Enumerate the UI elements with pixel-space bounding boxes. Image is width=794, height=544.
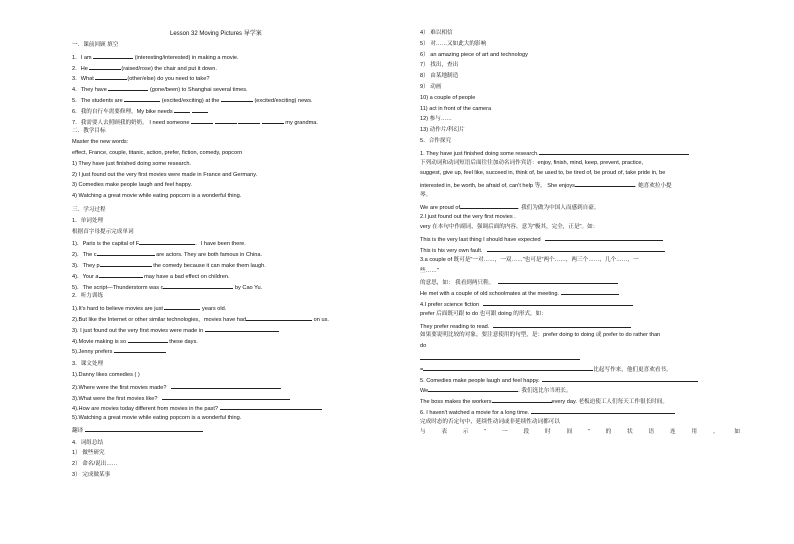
answer-blank[interactable]	[128, 335, 168, 343]
list-item: 8） 由某地制造	[420, 73, 459, 80]
answer-blank[interactable]	[493, 320, 631, 328]
paragraph-line: 2.I just found out the very first movies .	[420, 213, 516, 220]
answer-blank[interactable]	[561, 287, 619, 295]
list-item: 4) Watching a great movie while eating popcorn is a wonderful thing.	[72, 193, 242, 200]
list-item: 2) I just found out the very first movies were made in France and Germany.	[72, 171, 258, 178]
subsection-heading: 1．单词处理	[72, 217, 104, 224]
list-item: 4） 难以相信	[420, 30, 453, 36]
list-item: 1．I am (interesting/interested) in making a movie.	[72, 51, 394, 62]
paragraph-line: This is his very own fault.	[420, 244, 740, 255]
answer-blank[interactable]	[99, 270, 143, 278]
answer-blank[interactable]	[174, 105, 190, 113]
answer-blank[interactable]	[164, 302, 200, 310]
paragraph-line: suggest, give up, feel like, succeed in, think of, be used to, be tired of, be proud of, take pride in, be	[420, 170, 666, 177]
answer-blank[interactable]	[246, 313, 312, 321]
answer-blank[interactable]	[575, 179, 635, 187]
list-item: 3)．They p the comedy because it can make them laugh.	[72, 259, 394, 270]
paragraph-line: interested in, be worth, be afraid of, can't help 等。 She enjoys . 她喜欢拉小提	[420, 179, 740, 190]
paragraph-line: 5. Comedies make people laugh and feel happy.	[420, 374, 740, 385]
list-item: 1).Danny likes comedies ( )	[72, 371, 140, 378]
list-item: 6） an amazing piece of art and technology	[420, 51, 528, 58]
paragraph-line: 完成时态的否定句中，延续性动词或非延续性动词都可以	[420, 418, 560, 425]
paragraph-line: prefer 后面既可跟 to do 也可跟 doing 的形式，如：	[420, 310, 547, 317]
answer-blank[interactable]	[221, 94, 253, 102]
answer-blank[interactable]	[460, 201, 518, 209]
paragraph-line: 与 表 示 “ 一 段 时 间 ” 的 状 语 连 用 。 如	[420, 429, 740, 436]
list-item: 5).Watching a great movie while eating popcorn is a wonderful thing.	[72, 415, 242, 422]
list-item: 2） 命名/说出……	[72, 461, 118, 468]
list-item: 7） 找出，查出	[420, 62, 459, 69]
paragraph-line: He met with a couple of old schoolmates at the meeting.	[420, 287, 740, 298]
list-item: 4)．Your a may have a bad effect on children.	[72, 270, 394, 281]
list-item: 2)．The c are actors. They are both famous in China.	[72, 248, 394, 259]
list-item: 7．我需要人去照顾我的奶奶。 I need someone my grandma.	[72, 116, 394, 127]
answer-blank[interactable]	[492, 395, 552, 403]
list-item: 1） 做些研究	[72, 450, 105, 457]
list-item: 6．我的自行车需要修理。My bike needs	[72, 105, 394, 116]
left-column	[72, 40, 394, 481]
answer-blank[interactable]	[191, 116, 213, 124]
list-item: 4).Movie making is so these days.	[72, 335, 394, 346]
list-item: 3). I just found out the very first movies were made in	[72, 324, 394, 335]
list-item: 13) 动作片/科幻片	[420, 127, 465, 134]
answer-blank[interactable]	[531, 406, 675, 414]
paragraph-line: They prefer reading to read.	[420, 320, 740, 331]
answer-blank[interactable]	[487, 244, 665, 252]
list-item: 5） 对……又如此大的影响	[420, 40, 487, 47]
list-item: 3) Comedies make people laugh and feel happy.	[72, 182, 192, 189]
list-item: 10) a couple of people	[420, 94, 476, 101]
list-item: 4).How are movies today different from movies in the past?	[72, 402, 394, 413]
answer-blank[interactable]	[262, 116, 284, 124]
list-item: effect, France, couple, titanic, action, prefer, fiction, comedy, popcorn	[72, 149, 243, 156]
answer-blank[interactable]	[93, 51, 133, 59]
answer-blank[interactable]	[192, 105, 208, 113]
paragraph-line: This is the very last thing I should have expected	[420, 233, 740, 244]
list-item: 2．He (raised/rose) the chair and put it down.	[72, 62, 394, 73]
paragraph-line: We are proud of . 我们为做为中国人而感到自豪。	[420, 201, 740, 212]
list-item: 翻译	[72, 424, 394, 435]
answer-blank[interactable]	[162, 392, 290, 400]
answer-blank[interactable]	[428, 384, 518, 392]
instruction: 根据首字母提示完成单词	[72, 228, 134, 235]
paragraph-line: 的意思，如： 我看到两只鞋。	[420, 276, 740, 287]
paragraph-line: The boss makes the workers every day. 老板迫使工人们每天工作很长时间。	[420, 395, 740, 406]
list-item: 1) They have just finished doing some research.	[72, 160, 191, 167]
paragraph-line: very 在本句中作副词，强调后面的内容，意为"极其，完全，正是"。如：	[420, 224, 599, 231]
answer-blank[interactable]	[542, 374, 698, 382]
section-2-heading: 二．教学目标	[72, 128, 106, 135]
paragraph-line: We . 我们选比尔当班长。	[420, 384, 740, 395]
list-item: 5).Jenny prefers	[72, 345, 394, 356]
answer-blank[interactable]	[215, 116, 237, 124]
list-item: 5)．The script—Thunderstorm was c by Cao Yu.	[72, 281, 394, 292]
list-item: 5．The students are (excited/exciting) at the (excited/exciting) news.	[72, 94, 394, 105]
subsection-heading: 4．词组总结	[72, 439, 104, 446]
answer-blank[interactable]	[139, 237, 195, 245]
list-item: 1)．Paris is the capital of F ．I have been there.	[72, 237, 394, 248]
answer-blank[interactable]	[114, 345, 166, 353]
paragraph-line	[420, 352, 740, 363]
paragraph-line: 4.I prefer science fiction	[420, 298, 740, 309]
paragraph-line: 下列动词和动词短语后面往往加动名词作宾语：enjoy, finish, mind, keep, prevent, practice,	[420, 159, 644, 166]
list-item: 3．What (other/else) do you need to take?	[72, 72, 394, 83]
list-item: 2).But like the Internet or other similar technologies，movies have had on us.	[72, 313, 394, 324]
answer-blank[interactable]	[97, 248, 155, 256]
paragraph-line: 6. I haven't watched a movie for a long time.	[420, 406, 740, 417]
answer-blank[interactable]	[89, 62, 121, 70]
subsection-heading: 3．课文处理	[72, 361, 104, 368]
answer-blank[interactable]	[100, 259, 152, 267]
answer-blank[interactable]	[108, 83, 148, 91]
paragraph-line: 琴。	[420, 191, 432, 198]
answer-blank[interactable]	[95, 72, 127, 80]
paragraph-line: 3.a couple of 既可是"一对……，一双……"也可是"两个……，两三个……，几个……，一	[420, 256, 639, 263]
list-item: 3).What were the first movies like?	[72, 392, 394, 403]
answer-blank[interactable]	[205, 324, 279, 332]
answer-blank[interactable]	[483, 298, 633, 306]
list-item: 9） 动画	[420, 83, 442, 90]
answer-blank[interactable]	[498, 276, 618, 284]
answer-blank[interactable]	[220, 402, 322, 410]
answer-blank[interactable]	[423, 363, 593, 371]
paragraph-line: do	[420, 343, 427, 350]
subsection-heading: 2．听力训练	[72, 293, 104, 300]
section-3-heading: 三．学习过程	[72, 206, 106, 213]
page-title: Lesson 32 Moving Pictures 导学案	[170, 31, 262, 37]
answer-blank[interactable]	[163, 281, 233, 289]
answer-blank[interactable]	[539, 147, 689, 155]
paragraph-line: = 比起写作来，他们更喜欢看书。	[420, 363, 740, 374]
list-item: 4．They have (gone/been) to Shanghai several times.	[72, 83, 394, 94]
list-item: 12) 参与……	[420, 116, 453, 123]
answer-blank[interactable]	[124, 94, 160, 102]
answer-blank[interactable]	[420, 352, 580, 360]
paragraph-line: 些……"	[420, 267, 439, 274]
list-item: 3） 完成做某事	[72, 472, 111, 479]
answer-blank[interactable]	[238, 116, 260, 124]
list-item: Master the new words:	[72, 139, 129, 146]
section-1-heading: 一．课前回顾 填空	[72, 42, 119, 48]
list-item: 1).It's hard to believe movies are just years old.	[72, 302, 394, 313]
paragraph-line: 如果要说明比较的对象，要注意使用的句型，是：prefer doing to doing 或 prefer to do rather than	[420, 332, 661, 339]
paragraph-line: 1. They have just finished doing some research.	[420, 147, 740, 158]
list-item: 2).Where were the first movies made?	[72, 381, 394, 392]
answer-blank[interactable]	[85, 424, 203, 432]
list-item: 11) act in front of the camera	[420, 105, 492, 112]
section-5-heading: 5．合作探究	[420, 137, 452, 144]
answer-blank[interactable]	[171, 381, 281, 389]
right-column	[420, 28, 740, 438]
answer-blank[interactable]	[545, 233, 663, 241]
